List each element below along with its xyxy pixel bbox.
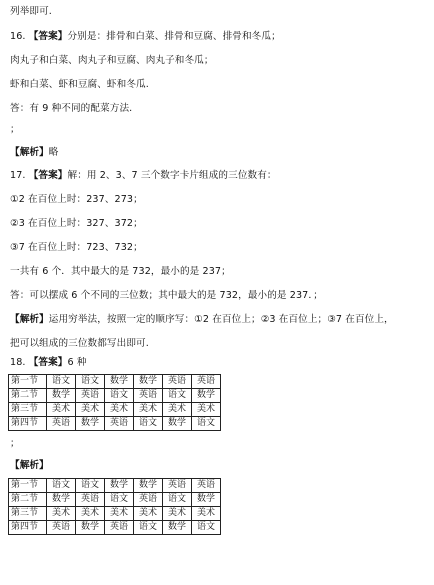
q18-answer-text: 6 种 [67, 357, 87, 368]
schedule-table-answer [8, 374, 221, 431]
subject-cell: 语文 [47, 375, 76, 389]
q17-summary: 一共有 6 个．其中最大的是 732，最小的是 237； [10, 266, 231, 277]
table-row [9, 389, 221, 403]
q17-exp-text: 运用穷举法，按照一定的顺序写：①2 在百位上；②3 在百位上；③7 在百位上， [48, 314, 394, 325]
subject-cell: 美术 [163, 507, 192, 521]
subject-cell: 语文 [105, 493, 134, 507]
schedule-table-explanation [8, 478, 221, 535]
q17-case2: ②3 在百位上时：327、372； [10, 218, 143, 229]
subject-cell: 英语 [76, 389, 105, 403]
table-row [9, 493, 221, 507]
subject-cell: 美术 [192, 507, 221, 521]
subject-cell: 英语 [76, 493, 105, 507]
subject-cell: 美术 [192, 403, 221, 417]
q18-answer-tag: 【答案】 [28, 357, 68, 368]
q17-explanation [10, 314, 394, 326]
q16-line5: ； [10, 124, 20, 135]
q17-explanation-cont: 把可以组成的三位数都写出即可. [10, 338, 149, 349]
subject-cell: 语文 [192, 521, 221, 535]
subject-cell: 美术 [134, 507, 163, 521]
subject-cell: 英语 [47, 417, 76, 431]
period-label: 第四节 [9, 417, 47, 431]
subject-cell: 英语 [192, 375, 221, 389]
subject-cell: 美术 [134, 403, 163, 417]
subject-cell: 数学 [163, 417, 192, 431]
q17-case1: ①2 在百位上时：237、273； [10, 194, 143, 205]
subject-cell: 美术 [76, 507, 105, 521]
q18-answer [10, 357, 87, 369]
q17-answer [10, 170, 277, 182]
q16-line2: 肉丸子和白菜、肉丸子和豆腐、肉丸子和冬瓜； [10, 55, 214, 66]
subject-cell: 英语 [134, 493, 163, 507]
subject-cell: 美术 [163, 403, 192, 417]
subject-cell: 语文 [76, 479, 105, 493]
table-row [9, 375, 221, 389]
subject-cell: 美术 [76, 403, 105, 417]
subject-cell: 数学 [105, 375, 134, 389]
subject-cell: 语文 [134, 417, 163, 431]
subject-cell: 美术 [105, 403, 134, 417]
q18-number: 18. [10, 357, 26, 368]
subject-cell: 语文 [163, 389, 192, 403]
q18-explanation [10, 460, 49, 472]
q17-final-answer: 答：可以摆成 6 个不同的三位数；其中最大的是 732，最小的是 237．； [10, 290, 323, 301]
table-row [9, 479, 221, 493]
period-label: 第一节 [9, 479, 47, 493]
table-row [9, 417, 221, 431]
q17-exp-tag: 【解析】 [10, 314, 49, 325]
subject-cell: 语文 [105, 389, 134, 403]
q17-answer-tag: 【答案】 [28, 170, 68, 181]
subject-cell: 数学 [192, 389, 221, 403]
subject-cell: 数学 [76, 417, 105, 431]
q17-answer-text: 解：用 2、3、7 三个数字卡片组成的三位数有： [67, 170, 277, 181]
q16-exp-text: 略 [48, 147, 59, 158]
period-label: 第二节 [9, 389, 47, 403]
subject-cell: 语文 [47, 479, 76, 493]
q17-case3: ③7 在百位上时：723、732； [10, 242, 143, 253]
subject-cell: 英语 [105, 521, 134, 535]
subject-cell: 数学 [134, 375, 163, 389]
subject-cell: 英语 [163, 479, 192, 493]
q16-line4: 答：有 9 种不同的配菜方法. [10, 103, 133, 114]
q16-exp-tag: 【解析】 [10, 147, 49, 158]
subject-cell: 美术 [47, 507, 76, 521]
q16-explanation [10, 147, 58, 159]
intro-line: 列举即可. [10, 6, 52, 17]
subject-cell: 英语 [134, 389, 163, 403]
subject-cell: 语文 [163, 493, 192, 507]
q18-semicolon: ； [10, 438, 20, 449]
table-row [9, 403, 221, 417]
subject-cell: 美术 [47, 403, 76, 417]
subject-cell: 数学 [163, 521, 192, 535]
period-label: 第三节 [9, 403, 47, 417]
q16-answer [10, 31, 281, 43]
q16-answer-text: 分别是：排骨和白菜、排骨和豆腐、排骨和冬瓜； [67, 31, 281, 42]
period-label: 第四节 [9, 521, 47, 535]
period-label: 第三节 [9, 507, 47, 521]
q16-answer-tag: 【答案】 [28, 31, 68, 42]
subject-cell: 英语 [163, 375, 192, 389]
subject-cell: 英语 [105, 417, 134, 431]
period-label: 第二节 [9, 493, 47, 507]
q16-line3: 虾和白菜、虾和豆腐、虾和冬瓜. [10, 79, 149, 90]
q16-number: 16. [10, 31, 26, 42]
subject-cell: 语文 [134, 521, 163, 535]
table-row [9, 507, 221, 521]
subject-cell: 数学 [76, 521, 105, 535]
subject-cell: 数学 [47, 389, 76, 403]
subject-cell: 语文 [76, 375, 105, 389]
subject-cell: 数学 [105, 479, 134, 493]
period-label: 第一节 [9, 375, 47, 389]
subject-cell: 数学 [47, 493, 76, 507]
subject-cell: 数学 [134, 479, 163, 493]
q18-exp-tag: 【解析】 [10, 460, 49, 471]
subject-cell: 数学 [192, 493, 221, 507]
q17-number: 17. [10, 170, 26, 181]
subject-cell: 语文 [192, 417, 221, 431]
subject-cell: 英语 [47, 521, 76, 535]
subject-cell: 美术 [105, 507, 134, 521]
subject-cell: 英语 [192, 479, 221, 493]
table-row [9, 521, 221, 535]
